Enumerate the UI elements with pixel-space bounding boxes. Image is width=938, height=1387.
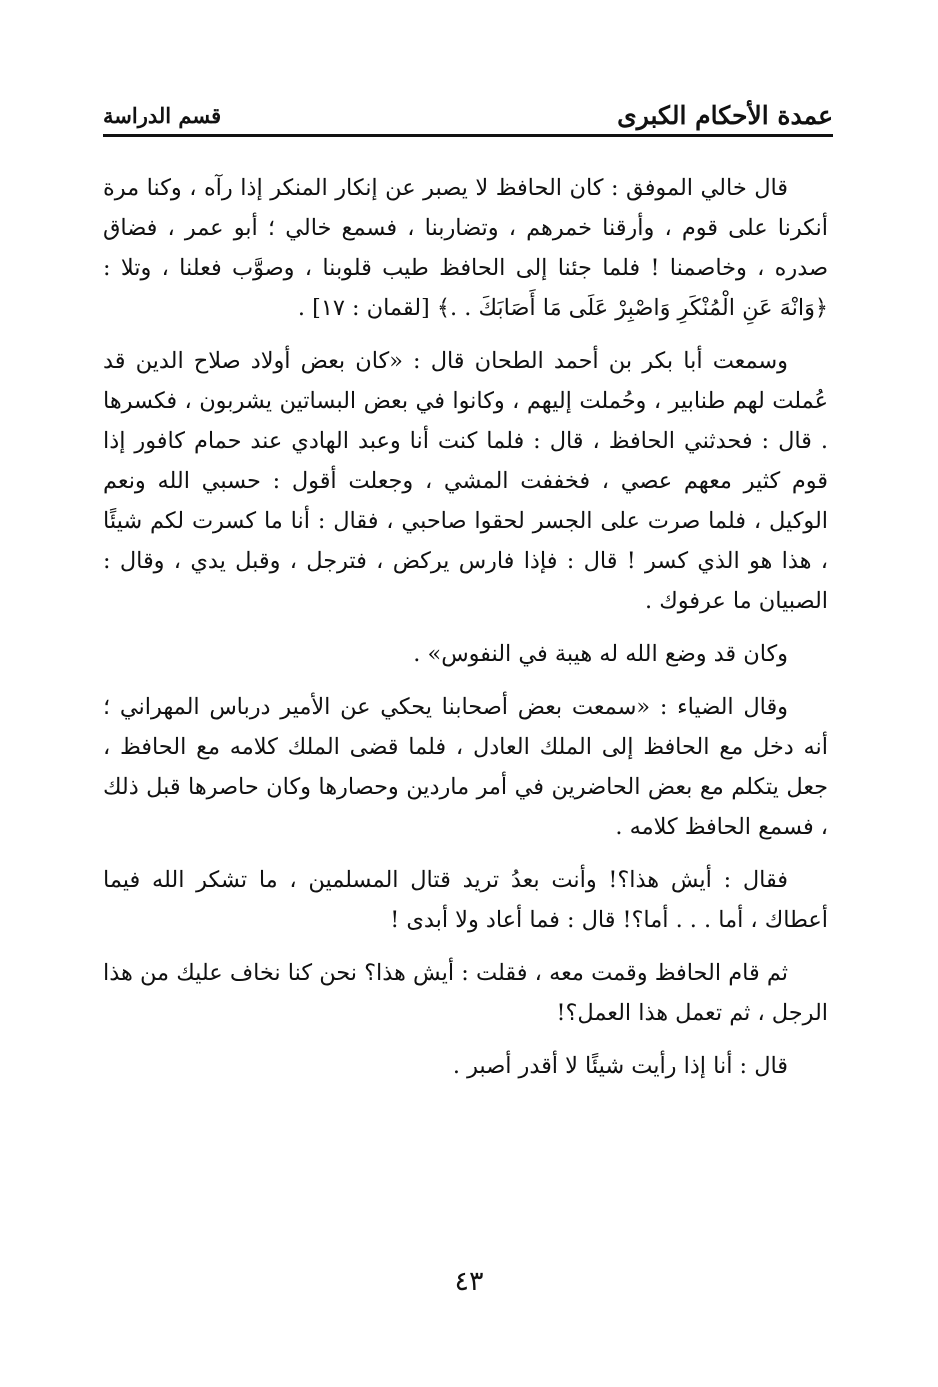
book-title: عمدة الأحكام الكبرى	[617, 101, 833, 130]
paragraph: قال خالي الموفق : كان الحافظ لا يصبر عن إنكار المنكر إذا رآه ، وكنا مرة أنكرنا على قوم ، وأرقنا خمرهم ، وتضاربنا ، فسمع خالي ؛ أبو عمر ، فضاق صدره ، وخاصمنا ! فلما جئنا إلى الحافظ طيب قلوبنا ، وصوَّب فعلنا ، وتلا : ﴿وَانْهَ عَنِ الْمُنْكَرِ وَاصْبِرْ عَلَى مَا أَصَابَكَ . .﴾ [لقمان : ١٧] .	[103, 175, 828, 321]
paragraph: ثم قام الحافظ وقمت معه ، فقلت : أيش هذا؟ نحن كنا نخاف عليك من هذا الرجل ، ثم تعمل هذا العمل؟!	[103, 960, 828, 1026]
paragraph: وسمعت أبا بكر بن أحمد الطحان قال : «كان بعض أولاد صلاح الدين قد عُملت لهم طنابير ، وحُملت إليهم ، وكانوا في بعض البساتين يشربون ، فكسرها . قال : فحدثني الحافظ ، قال : فلما كنت أنا وعبد الهادي عند حمام كافور إذا قوم كثير معهم عصي ، فخففت المشي ، وجعلت أقول : حسبي الله ونعم الوكيل ، فلما صرت على الجسر لحقوا صاحبي ، فقال : أنا ما كسرت لكم شيئًا ، هذا هو الذي كسر ! قال : فإذا فارس يركض ، فترجل ، وقبل يدي ، وقال : الصبيان ما عرفوك .	[103, 348, 828, 614]
page-number: ٤٣	[454, 1266, 484, 1297]
running-header	[103, 98, 833, 137]
paragraph: وكان قد وضع الله له هيبة في النفوس» .	[413, 641, 788, 667]
paragraph: فقال : أيش هذا؟! وأنت بعدُ تريد قتال المسلمين ، ما تشكر الله فيما أعطاك ، أما . . . أما؟! قال : فما أعاد ولا أبدى !	[103, 867, 828, 933]
paragraph: قال : أنا إذا رأيت شيئًا لا أقدر أصبر .	[452, 1053, 788, 1079]
section-title: قسم الدراسة	[103, 103, 222, 128]
body-text	[103, 168, 828, 1099]
paragraph: وقال الضياء : «سمعت بعض أصحابنا يحكي عن الأمير درباس المهراني ؛ أنه دخل مع الحافظ إلى الملك العادل ، فلما قضى الملك كلامه مع الحافظ ، جعل يتكلم مع بعض الحاضرين في أمر ماردين وحصارها وكان حاصرها قبل ذلك ، فسمع الحافظ كلامه .	[103, 694, 828, 840]
